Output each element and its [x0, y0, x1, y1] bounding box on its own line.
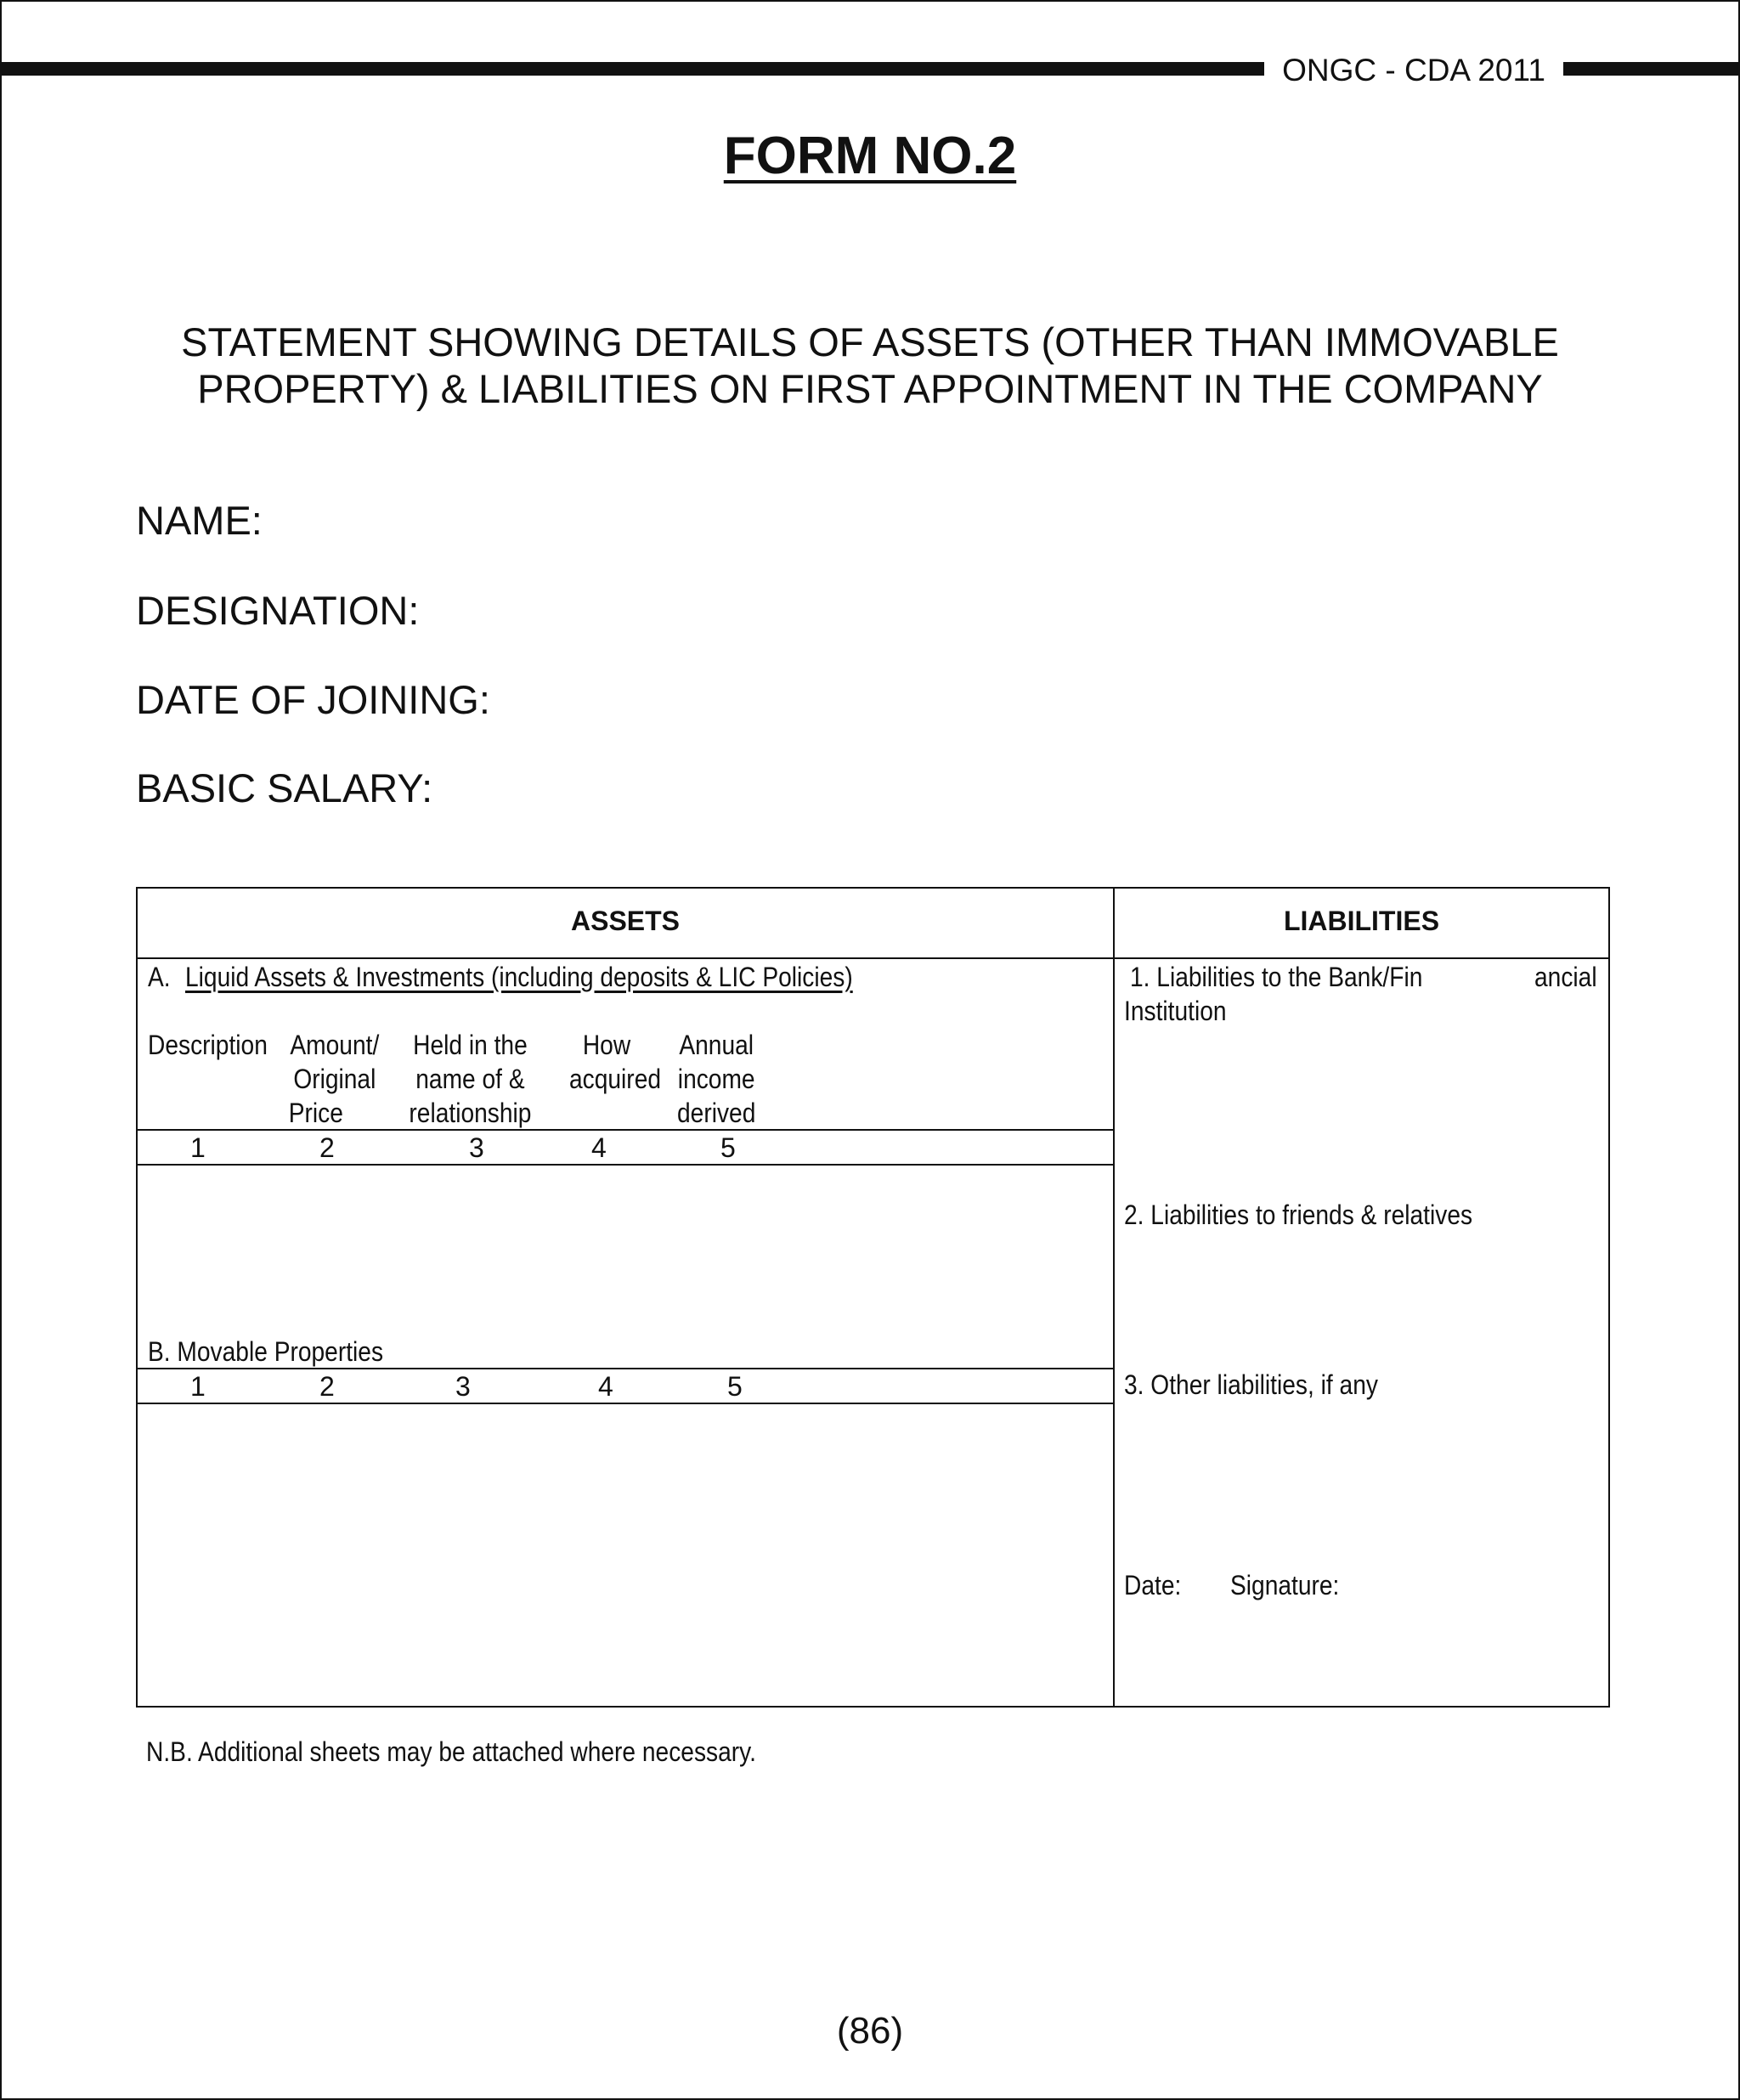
statement-line-2: PROPERTY) & LIABILITIES ON FIRST APPOINTMENT IN THE COMPANY: [197, 366, 1543, 411]
section-b-column-number: 4: [598, 1371, 613, 1402]
column-header-how-line-2: acquired: [568, 1064, 662, 1094]
section-a-number-bottom-rule: [138, 1164, 1113, 1166]
liabilities-header: LIABILITIES: [1283, 906, 1440, 936]
header-row-divider: [138, 957, 1608, 959]
section-a-column-number: 2: [319, 1132, 335, 1163]
column-header-income-line-2: income: [677, 1064, 755, 1094]
liability-other: 3. Other liabilities, if any: [1124, 1369, 1378, 1400]
section-b-column-number: 3: [455, 1371, 471, 1402]
section-b-column-number: 5: [727, 1371, 743, 1402]
signature-label: Signature:: [1230, 1570, 1340, 1600]
section-a-prefix: A.: [148, 962, 171, 992]
column-header-income-line-3: derived: [677, 1098, 756, 1128]
assets-liabilities-table: [136, 887, 1610, 1708]
footnote: N.B. Additional sheets may be attached where necessary.: [146, 1736, 756, 1767]
column-header-held-line-2: name of &: [415, 1064, 525, 1094]
page-number: (86): [836, 2010, 904, 2052]
liability-bank-text-continued: ancial: [1534, 962, 1597, 992]
form-title: [0, 126, 1740, 187]
section-b-column-number: 2: [319, 1371, 335, 1402]
header-label-box: [1264, 49, 1563, 92]
statement-line-1: STATEMENT SHOWING DETAILS OF ASSETS (OTHER THAN IMMOVABLE: [181, 319, 1559, 364]
section-a-column-number: 4: [591, 1132, 607, 1163]
column-header-held-line-1: Held in the: [413, 1030, 528, 1060]
basic-salary-field-label: BASIC SALARY:: [136, 765, 433, 810]
section-b-title: B. Movable Properties: [148, 1336, 384, 1367]
section-a-title: Liquid Assets & Investments (including deposits & LIC Policies): [185, 962, 853, 992]
designation-field-label: DESIGNATION:: [136, 588, 420, 633]
name-field-label: NAME:: [136, 498, 263, 543]
date-label: Date:: [1124, 1570, 1182, 1600]
assets-header: ASSETS: [570, 906, 681, 936]
date-of-joining-field-label: DATE OF JOINING:: [136, 677, 490, 722]
document-code: ONGC - CDA 2011: [1282, 53, 1545, 88]
liability-bank-institution: Institution: [1124, 996, 1227, 1026]
liability-friends-relatives: 2. Liabilities to friends & relatives: [1124, 1200, 1473, 1230]
column-header-how-line-1: How: [582, 1030, 631, 1060]
section-b-number-bottom-rule: [138, 1403, 1113, 1404]
column-header-description: Description: [148, 1030, 268, 1060]
column-header-amount-line-3: Price: [288, 1098, 343, 1128]
statement-heading: [127, 319, 1613, 412]
liability-bank-text: 1. Liabilities to the Bank/Fin: [1130, 962, 1423, 992]
form-title-text: FORM NO.2: [723, 127, 1017, 185]
column-divider: [1113, 889, 1115, 1706]
section-a-column-number: 5: [720, 1132, 736, 1163]
section-a-column-number: 3: [469, 1132, 484, 1163]
section-b-column-number: 1: [190, 1371, 206, 1402]
column-header-amount-line-2: Original: [293, 1064, 376, 1094]
section-a-column-number: 1: [190, 1132, 206, 1163]
column-header-amount-line-1: Amount/: [290, 1030, 380, 1060]
column-header-held-line-3: relationship: [409, 1098, 532, 1128]
column-header-income-line-1: Annual: [679, 1030, 754, 1060]
